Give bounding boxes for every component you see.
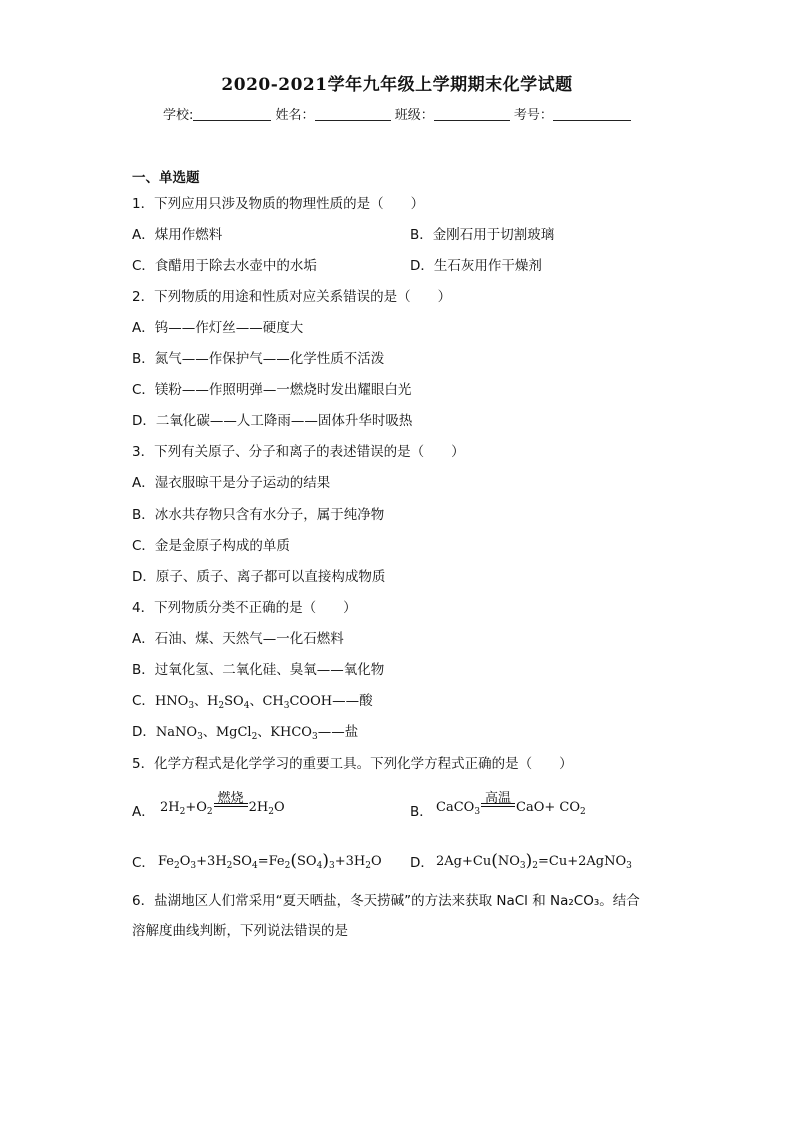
q1-option-b: B．金刚石用于切割玻璃 <box>410 227 555 243</box>
q2-option-b: B．氮气——作保护气——化学性质不活泼 <box>132 351 385 367</box>
q5-option-b-equation: CaCO$_3$ 高温 $CaO+ CO_2$ <box>436 791 586 817</box>
q6-stem-line1: 6．盐湖地区人们常采用“夏天晒盐，冬天捞碱”的方法来获取 NaCl 和 Na₂CO₃。结合 <box>132 893 640 909</box>
q5-option-d-label: D． <box>410 855 434 871</box>
q6-stem-line2: 溶解度曲线判断，下列说法错误的是 <box>132 923 348 939</box>
q3-option-a: A．湿衣服晾干是分子运动的结果 <box>132 475 331 491</box>
number-blank <box>553 108 631 121</box>
reaction-condition: 燃烧 <box>214 807 248 811</box>
q5-stem: 5．化学方程式是化学学习的重要工具。下列化学方程式正确的是（ ） <box>132 756 573 772</box>
q5-option-d-equation: $2Ag+Cu(NO_3)_2=Cu+2AgNO_3$ <box>436 851 632 871</box>
school-blank <box>193 108 271 121</box>
q5-option-c-label: C． <box>132 855 155 871</box>
q5-option-b-label: B． <box>410 804 433 820</box>
q4-option-c: C．$HNO_3$、$H_2SO_4$、$CH_3COOH——$酸 <box>132 693 373 711</box>
q5-option-c-equation: $Fe_2O_3+3H_2SO_4=Fe_2(SO_4)_3+3H_2O$ <box>158 851 382 871</box>
q5-option-a-equation: $2H_2+O_2$ 燃烧 $2H_2O$ <box>160 791 285 817</box>
q2-option-d: D．二氧化碳——人工降雨——固体升华时吸热 <box>132 413 413 429</box>
q3-stem: 3．下列有关原子、分子和离子的表述错误的是（ ） <box>132 444 465 460</box>
q1-option-a: A．煤用作燃料 <box>132 227 223 243</box>
q4-option-a: A．石油、煤、天然气—一化石燃料 <box>132 631 344 647</box>
q4-option-b: B．过氧化氢、二氧化硅、臭氧——氧化物 <box>132 662 385 678</box>
name-blank <box>315 108 391 121</box>
q4-option-d: D．NaNO$_3$、MgCl$_2$、$KHCO_3——$盐 <box>132 724 359 742</box>
q1-option-c: C．食醋用于除去水壶中的水垢 <box>132 258 317 274</box>
exam-title: 2020-2021学年九年级上学期期末化学试题 <box>221 75 573 95</box>
q1-option-d: D．生石灰用作干燥剂 <box>410 258 542 274</box>
name-label: 姓名： <box>275 108 315 123</box>
number-label: 考号： <box>513 108 553 123</box>
q2-option-a: A．钨——作灯丝——硬度大 <box>132 320 304 336</box>
q3-option-d: D．原子、质子、离子都可以直接构成物质 <box>132 569 386 585</box>
school-label: 学校: <box>163 108 194 123</box>
class-blank <box>434 108 510 121</box>
q2-stem: 2．下列物质的用途和性质对应关系错误的是（ ） <box>132 289 452 305</box>
reaction-condition: 高温 <box>481 807 515 811</box>
q5-option-a-label: A． <box>132 804 155 820</box>
q4-stem: 4．下列物质分类不正确的是（ ） <box>132 600 357 616</box>
q3-option-b: B．冰水共存物只含有水分子，属于纯净物 <box>132 507 385 523</box>
student-info-row <box>163 104 631 123</box>
q3-option-c: C．金是金原子构成的单质 <box>132 538 290 554</box>
section-heading: 一、单选题 <box>132 170 200 186</box>
q2-option-c: C．镁粉——作照明弹—一燃烧时发出耀眼白光 <box>132 382 412 398</box>
q1-stem: 1．下列应用只涉及物质的物理性质的是（ ） <box>132 196 425 212</box>
class-label: 班级： <box>394 108 434 123</box>
